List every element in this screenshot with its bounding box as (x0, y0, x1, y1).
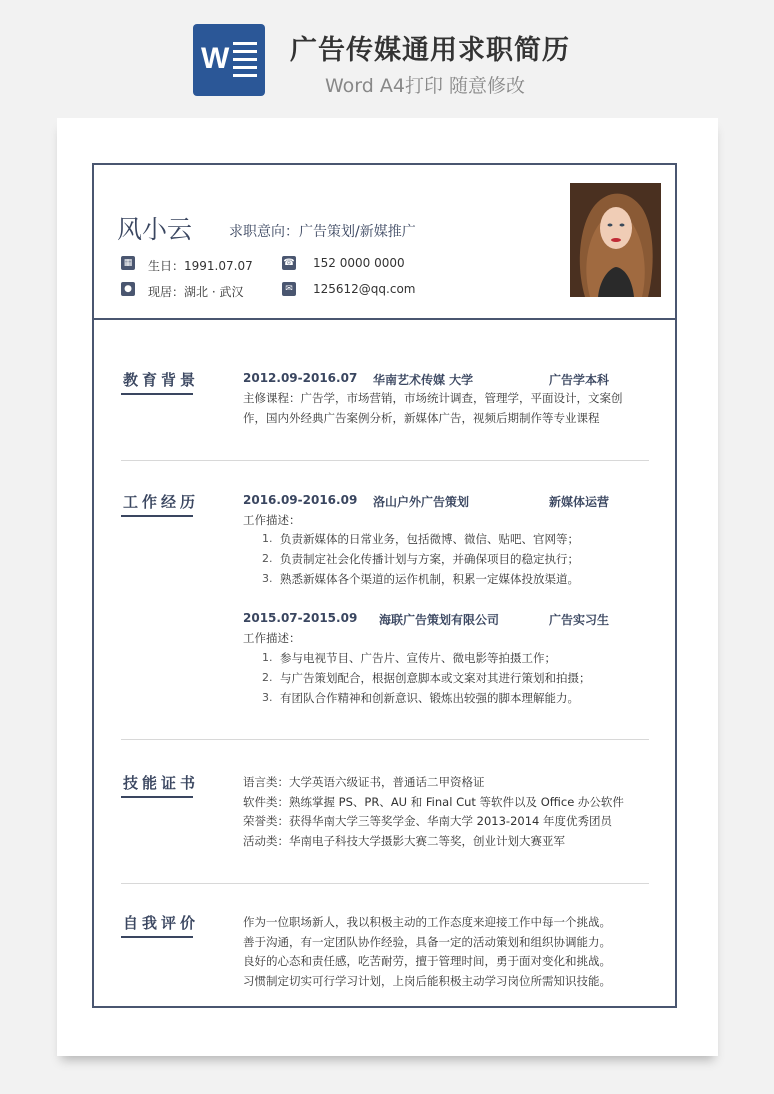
section-title-self-eval: 自我评价 (123, 914, 200, 932)
list-number: 3. (262, 691, 273, 704)
list-number: 1. (262, 651, 273, 664)
section-underline (121, 936, 193, 938)
section-divider (121, 739, 649, 740)
job-desc-label: 工作描述： (243, 631, 301, 645)
birthday: 生日：1991.07.07 (148, 259, 253, 273)
skill-line: 软件类：熟练掌握 PS、PR、AU 和 Final Cut 等软件以及 Office 办公软件 (243, 795, 624, 809)
profile-photo (570, 183, 661, 297)
job-duty: 负责制定社会化传播计划与方案，并确保项目的稳定执行； (280, 552, 579, 566)
job-duty: 参与电视节目、广告片、宣传片、微电影等拍摄工作； (280, 651, 556, 665)
job-duty: 熟悉新媒体各个渠道的运作机制，积累一定媒体投放渠道。 (280, 572, 579, 586)
email-icon: ✉ (282, 282, 296, 296)
candidate-name: 风小云 (117, 215, 193, 244)
job-role: 新媒体运营 (549, 495, 610, 509)
location: 现居：湖北 · 武汉 (148, 285, 244, 299)
job-desc-label: 工作描述： (243, 513, 301, 527)
skill-line: 语言类：大学英语六级证书，普通话二甲资格证 (243, 775, 485, 789)
phone: 152 0000 0000 (313, 256, 405, 270)
job-duty: 有团队合作精神和创新意识、锻炼出较强的脚本理解能力。 (280, 691, 579, 705)
edu-courses-line2: 作，国内外经典广告案例分析，新媒体广告，视频后期制作等专业课程 (243, 411, 600, 425)
location-icon: ● (121, 282, 135, 296)
self-eval-line: 习惯制定切实可行学习计划，上岗后能积极主动学习岗位所需知识技能。 (243, 974, 611, 988)
list-number: 2. (262, 552, 273, 565)
job-period: 2015.07-2015.09 (243, 611, 358, 625)
email: 125612@qq.com (313, 282, 416, 296)
self-eval-line: 善于沟通，有一定团队协作经验，具备一定的活动策划和组织协调能力。 (243, 935, 611, 949)
job-company: 海联广告策划有限公司 (379, 613, 500, 627)
list-number: 1. (262, 532, 273, 545)
job-company: 洛山户外广告策划 (373, 495, 470, 509)
job-intent: 求职意向：广告策划/新媒推广 (229, 224, 416, 240)
section-divider (121, 460, 649, 461)
self-eval-line: 良好的心态和责任感，吃苦耐劳，擅于管理时间，勇于面对变化和挑战。 (243, 954, 611, 968)
calendar-icon: ▦ (121, 256, 135, 270)
skill-line: 活动类：华南电子科技大学摄影大赛二等奖，创业计划大赛亚军 (243, 834, 565, 848)
banner-subtitle: Word A4打印 随意修改 (325, 75, 526, 97)
banner (0, 0, 774, 110)
self-eval-line: 作为一位职场新人，我以积极主动的工作态度来迎接工作中每一个挑战。 (243, 915, 611, 929)
job-role: 广告实习生 (549, 613, 610, 627)
section-divider (121, 883, 649, 884)
edu-period: 2012.09-2016.07 (243, 371, 358, 385)
list-number: 3. (262, 572, 273, 585)
job-duty: 负责新媒体的日常业务，包括微博、微信、贴吧、官网等； (280, 532, 579, 546)
banner-title: 广告传媒通用求职简历 (290, 35, 570, 66)
edu-school: 华南艺术传媒 大学 (373, 373, 474, 387)
word-icon-letter: W (201, 42, 230, 75)
list-number: 2. (262, 671, 273, 684)
edu-degree: 广告学本科 (549, 373, 610, 387)
skill-line: 荣誉类：获得华南大学三等奖学金、华南大学 2013-2014 年度优秀团员 (243, 814, 612, 828)
header-divider (92, 318, 677, 320)
section-title-skills: 技能证书 (123, 774, 200, 792)
phone-icon: ☎ (283, 258, 295, 268)
word-icon (193, 24, 265, 96)
job-period: 2016.09-2016.09 (243, 493, 358, 507)
job-duty: 与广告策划配合，根据创意脚本或文案对其进行策划和拍摄； (280, 671, 591, 685)
edu-courses-line1: 主修课程：广告学，市场营销，市场统计调查，管理学，平面设计，文案创 (243, 391, 623, 405)
section-title-education: 教育背景 (123, 371, 200, 389)
section-title-work: 工作经历 (123, 493, 200, 511)
section-underline (121, 515, 193, 517)
section-underline (121, 393, 193, 395)
section-underline (121, 796, 193, 798)
